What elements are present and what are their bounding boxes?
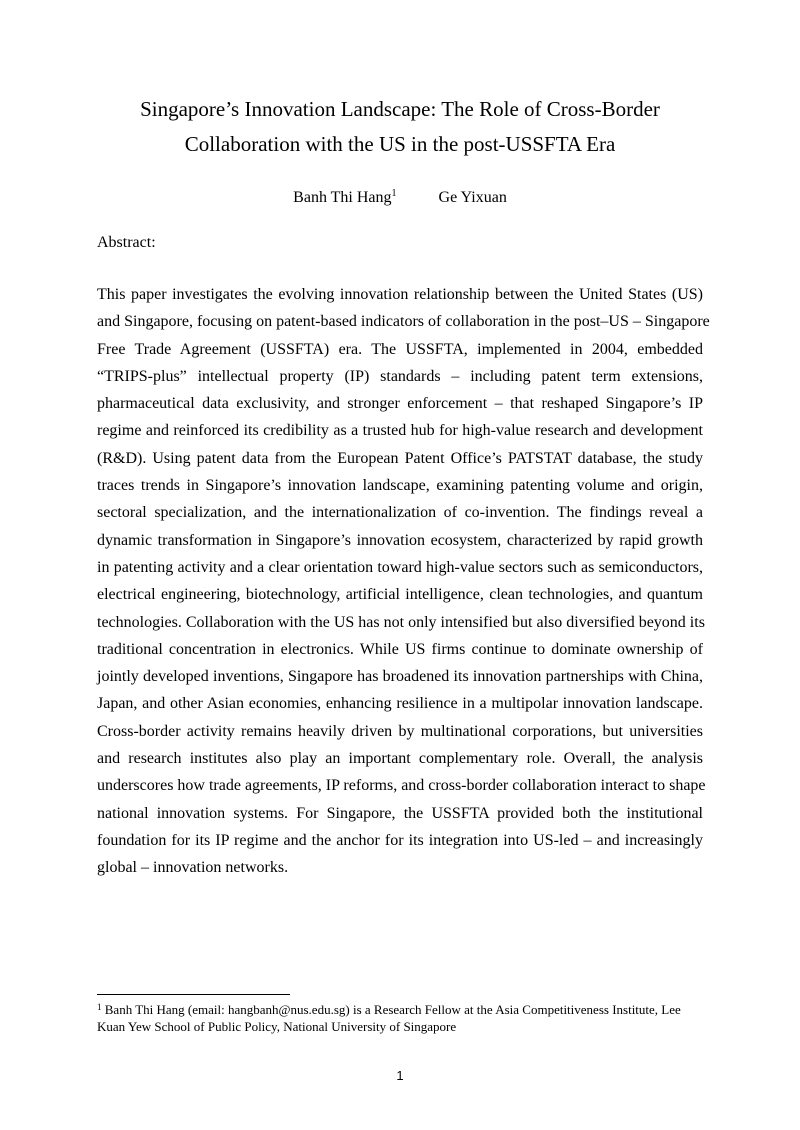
author-name: Ge Yixuan	[438, 189, 507, 206]
abstract-line: pharmaceutical data exclusivity, and stronger enforcement – that reshaped Singapore’s IP	[97, 395, 703, 413]
abstract-line: and Singapore, focusing on patent-based indicators of collaboration in the post–US – Singapore	[97, 313, 710, 331]
abstract-line: traces trends in Singapore’s innovation landscape, examining patenting volume and origin,	[97, 477, 703, 495]
page-number: 1	[396, 1068, 404, 1083]
footnote	[97, 1002, 703, 1035]
abstract-line: This paper investigates the evolving innovation relationship between the United States (US)	[97, 286, 703, 303]
abstract-line: (R&D). Using patent data from the European Patent Office’s PATSTAT database, the study	[97, 449, 703, 467]
abstract-line: sectoral specialization, and the internationalization of co-invention. The findings reveal a	[97, 504, 703, 522]
abstract-line: Cross-border activity remains heavily driven by multinational corporations, but universities	[97, 722, 703, 740]
abstract-line: regime and reinforced its credibility as a trusted hub for high-value research and development	[97, 422, 703, 440]
abstract-line: Free Trade Agreement (USSFTA) era. The USSFTA, implemented in 2004, embedded	[97, 340, 703, 358]
author	[293, 187, 396, 209]
abstract-line: jointly developed inventions, Singapore has broadened its innovation partnerships with China,	[97, 668, 703, 686]
author	[439, 187, 507, 209]
title-line: Collaboration with the US in the post-USSFTA Era	[184, 132, 616, 156]
footnote-line	[97, 1002, 703, 1019]
author-name: Banh Thi Hang	[293, 189, 392, 206]
paper-title	[97, 92, 703, 162]
abstract-line: national innovation systems. For Singapore, the USSFTA provided both the institutional	[97, 804, 703, 822]
author-footnote-mark[interactable]: 1	[391, 188, 397, 199]
abstract-line: traditional concentration in electronics. While US firms continue to dominate ownership of	[97, 640, 703, 658]
abstract-line: “TRIPS-plus” intellectual property (IP) standards – including patent term extensions,	[97, 367, 703, 385]
abstract-heading: Abstract:	[97, 234, 156, 251]
abstract-line: underscores how trade agreements, IP reforms, and cross-border collaboration interact to shape	[97, 777, 706, 795]
title-line: Singapore’s Innovation Landscape: The Role of Cross-Border	[140, 97, 660, 121]
footnote-divider	[97, 994, 290, 995]
footnote-mark: 1	[97, 1002, 102, 1012]
abstract-line: technologies. Collaboration with the US has not only intensified but also diversified beyond its	[97, 613, 705, 631]
abstract-line: foundation for its IP regime and the anchor for its integration into US-led – and increasingly	[97, 831, 703, 849]
abstract-line: electrical engineering, biotechnology, artificial intelligence, clean technologies, and quantum	[97, 586, 703, 604]
abstract-line: in patenting activity and a clear orientation toward high-value sectors such as semiconductors,	[97, 558, 703, 576]
abstract-line: and research institutes also play an important complementary role. Overall, the analysis	[97, 750, 703, 768]
footnote-line: Kuan Yew School of Public Policy, National University of Singapore	[97, 1018, 457, 1034]
abstract-line: global – innovation networks.	[97, 859, 289, 877]
footnote-text: Banh Thi Hang (email: hangbanh@nus.edu.sg) is a Research Fellow at the Asia Competitiveness Institute, Lee	[101, 1002, 681, 1017]
author-list	[97, 187, 703, 209]
abstract-line: dynamic transformation in Singapore’s innovation ecosystem, characterized by rapid growth	[97, 531, 703, 549]
abstract-text	[97, 281, 710, 882]
abstract-line: Japan, and other Asian economies, enhancing resilience in a multipolar innovation landscape.	[97, 695, 703, 713]
